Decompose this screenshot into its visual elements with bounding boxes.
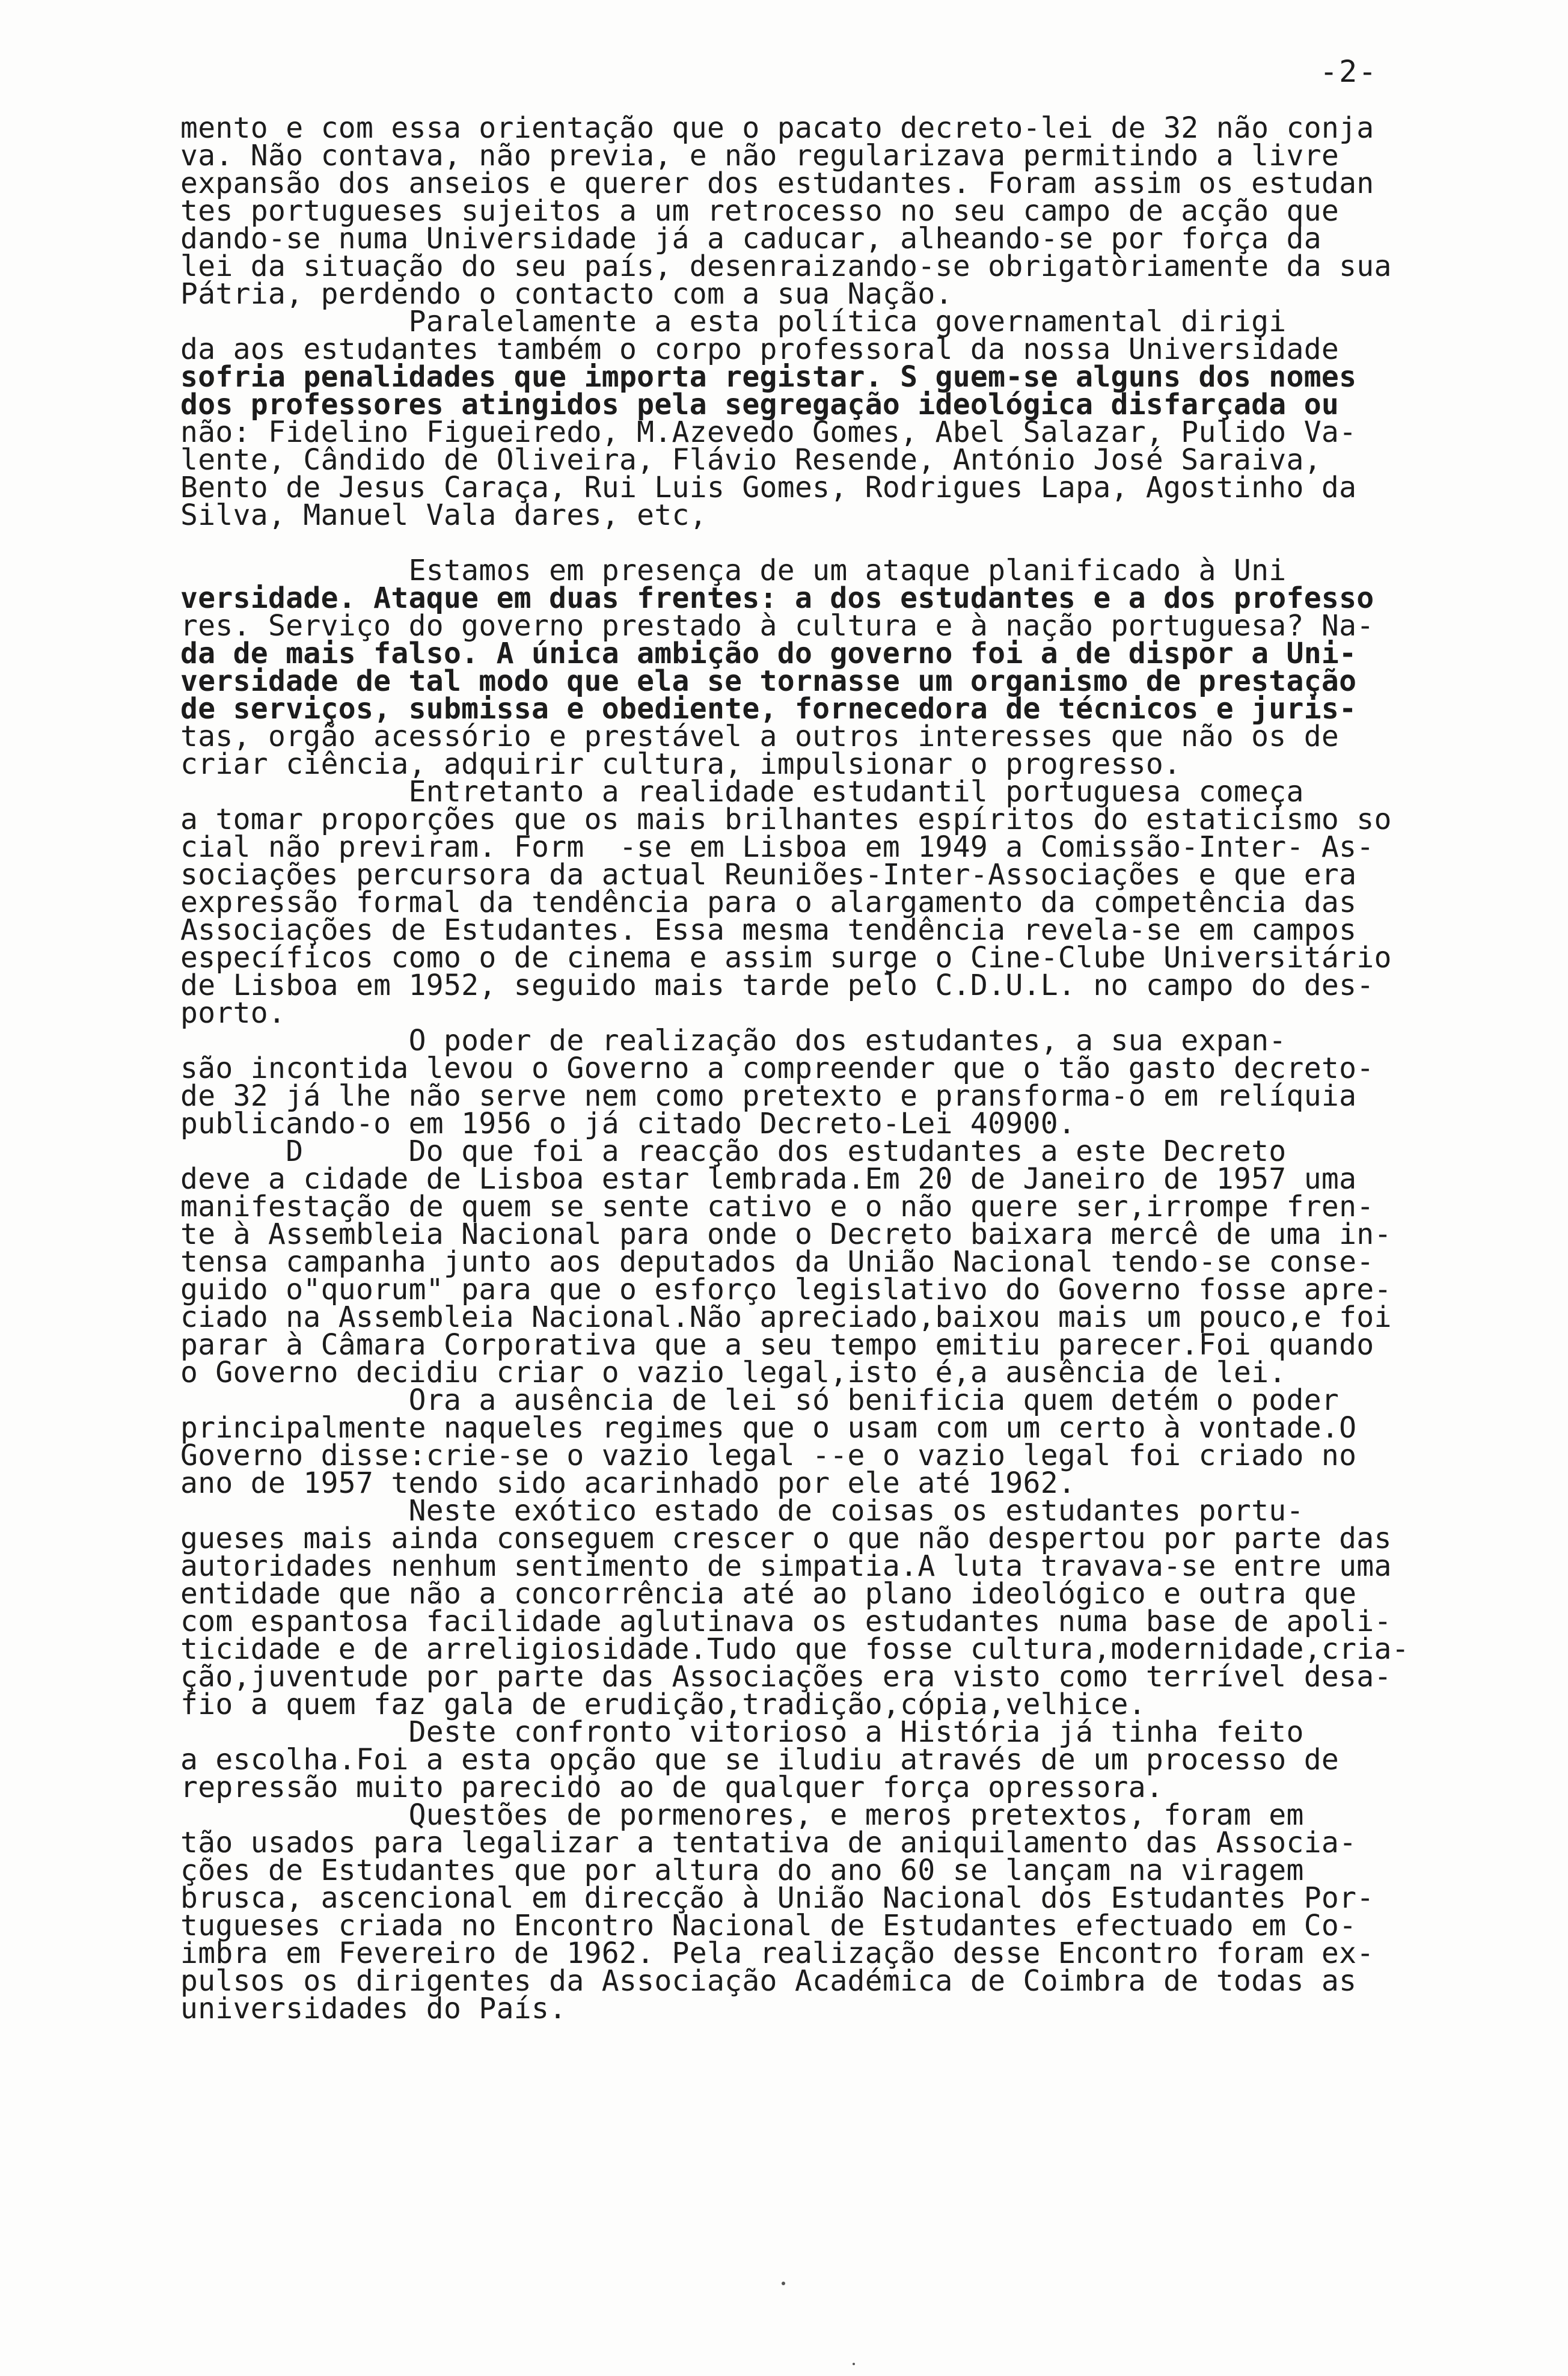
text-line: parar à Câmara Corporativa que a seu tempo emitiu parecer.Foi quando [180,1328,1374,1362]
text-line: tes portugueses sujeitos a um retrocesso no seu campo de acção que [180,194,1340,228]
text-line: lente, Cândido de Oliveira, Flávio Resende, António José Saraiva, [180,443,1321,477]
text-line: Associações de Estudantes. Essa mesma tendência revela-se em campos [180,913,1357,947]
text-line: expansão dos anseios e querer dos estudantes. Foram assim os estudan [180,167,1374,200]
text-line: manifestação de quem se sente cativo e o não quere ser,irrompe fren- [180,1190,1374,1223]
text-line: a escolha.Foi a esta opção que se iludiu através de um processo de [180,1743,1340,1777]
text-line: guido o"quorum" para que o esforço legislativo do Governo fosse apre- [180,1273,1392,1306]
text-line: Entretanto a realidade estudantil portuguesa começa [180,775,1304,809]
text-line: lei da situação do seu país, desenraizando-se obrigatòriamente da sua [180,250,1392,283]
text-line: D Do que foi a reacção dos estudantes a este Decreto [180,1134,1287,1168]
text-line: repressão muito parecido ao de qualquer força opressora. [180,1771,1164,1804]
text-line: criar ciência, adquirir cultura, impulsionar o progresso. [180,747,1181,781]
text-line: cial não previram. Form -se em Lisboa em 1949 a Comissão-Inter- As- [180,830,1374,864]
text-line: fio a quem faz gala de erudição,tradição,cópia,velhice. [180,1688,1146,1721]
text-line: dos professores atingidos pela segregação ideológica disfarçada ou [180,388,1340,421]
text-line: O poder de realização dos estudantes, a sua expan- [180,1024,1287,1058]
text-line: ções de Estudantes que por altura do ano 60 se lançam na viragem [180,1854,1304,1887]
text-line: porto. [180,996,286,1030]
text-line: de 32 já lhe não serve nem como pretexto e pransforma-o em relíquia [180,1079,1357,1113]
text-line: Silva, Manuel Vala dares, etc, [180,498,707,532]
text-line: res. Serviço do governo prestado à cultura e à nação portuguesa? Na- [180,609,1374,643]
text-line: Bento de Jesus Caraça, Rui Luis Gomes, Rodrigues Lapa, Agostinho da [180,471,1357,504]
text-line: são incontida levou o Governo a compreender que o tão gasto decreto- [180,1052,1374,1085]
text-line: da de mais falso. A única ambição do governo foi a de dispor a Uni- [180,637,1357,670]
text-line: Paralelamente a esta política governamental dirigi [180,305,1287,338]
text-line: dando-se numa Universidade já a caducar, alheando-se por força da [180,222,1321,256]
text-line: deve a cidade de Lisboa estar lembrada.Em 20 de Janeiro de 1957 uma [180,1162,1357,1196]
paper-speck [782,2282,785,2285]
text-line: sofria penalidades que importa registar. S guem-se alguns dos nomes [180,360,1357,394]
text-line: expressão formal da tendência para o alargamento da competência das [180,886,1357,919]
text-line: de serviços, submissa e obediente, fornecedora de técnicos e juris- [180,692,1357,726]
text-line: gueses mais ainda conseguem crescer o que não despertou por parte das [180,1522,1392,1555]
paper-speck [853,2363,855,2365]
text-line: Governo disse:crie-se o vazio legal --e o vazio legal foi criado no [180,1439,1357,1472]
body-text [180,111,1521,2025]
text-line: da aos estudantes também o corpo professoral da nossa Universidade [180,332,1340,366]
text-line [180,529,1521,557]
text-line: ciado na Assembleia Nacional.Não apreciado,baixou mais um pouco,e foi [180,1300,1392,1334]
text-line: brusca, ascencional em direcção à União Nacional dos Estudantes Por- [180,1881,1374,1915]
text-line: não: Fidelino Figueiredo, M.Azevedo Gomes, Abel Salazar, Pulido Va- [180,415,1357,449]
text-line: Ora a ausência de lei só benificia quem detém o poder [180,1383,1340,1417]
text-line: entidade que não a concorrência até ao plano ideológico e outra que [180,1577,1357,1611]
page-number: -2- [1320,54,1378,89]
text-line: publicando-o em 1956 o já citado Decreto-Lei 40900. [180,1107,1076,1141]
text-line: específicos como o de cinema e assim surge o Cine-Clube Universitário [180,941,1392,975]
text-line: Neste exótico estado de coisas os estudantes portu- [180,1494,1304,1528]
text-line: tas, orgão acessório e prestável a outros interesses que não os de [180,720,1340,753]
text-line: ção,juventude por parte das Associações era visto como terrível desa- [180,1660,1392,1694]
text-line: ticidade e de arreligiosidade.Tudo que fosse cultura,modernidade,cria- [180,1632,1409,1666]
text-line: tugueses criada no Encontro Nacional de Estudantes efectuado em Co- [180,1909,1357,1943]
text-line: Questões de pormenores, e meros pretextos, foram em [180,1798,1304,1832]
text-line: Estamos em presença de um ataque planificado à Uni [180,554,1287,587]
text-line: o Governo decidiu criar o vazio legal,isto é,a ausência de lei. [180,1356,1287,1389]
text-line: universidades do País. [180,1992,567,2025]
text-line: a tomar proporções que os mais brilhantes espíritos do estaticismo so [180,803,1392,836]
text-line: principalmente naqueles regimes que o usam com um certo à vontade.O [180,1411,1357,1445]
text-line: tão usados para legalizar a tentativa de aniquilamento das Associa- [180,1826,1357,1860]
text-line: com espantosa facilidade aglutinava os estudantes numa base de apoli- [180,1605,1392,1638]
text-line: ano de 1957 tendo sido acarinhado por ele até 1962. [180,1466,1076,1500]
text-line: autoridades nenhum sentimento de simpatia.A luta travava-se entre uma [180,1549,1392,1583]
text-line: versidade de tal modo que ela se tornasse um organismo de prestação [180,664,1357,698]
text-line: sociações percursora da actual Reuniões-Inter-Associações e que era [180,858,1357,892]
text-line: versidade. Ataque em duas frentes: a dos estudantes e a dos professo [180,581,1374,615]
text-line: de Lisboa em 1952, seguido mais tarde pelo C.D.U.L. no campo do des- [180,969,1374,1002]
text-line: imbra em Fevereiro de 1962. Pela realização desse Encontro foram ex- [180,1937,1374,1970]
text-line: tensa campanha junto aos deputados da União Nacional tendo-se conse- [180,1245,1374,1279]
text-line: mento e com essa orientação que o pacato decreto-lei de 32 não conja [180,111,1374,145]
text-line: pulsos os dirigentes da Associação Académica de Coimbra de todas as [180,1964,1357,1998]
text-line: Pátria, perdendo o contacto com a sua Nação. [180,277,953,311]
text-line: Deste confronto vitorioso a História já tinha feito [180,1715,1304,1749]
text-line: va. Não contava, não previa, e não regularizava permitindo a livre [180,139,1340,173]
text-line: te à Assembleia Nacional para onde o Decreto baixara mercê de uma in- [180,1217,1392,1251]
